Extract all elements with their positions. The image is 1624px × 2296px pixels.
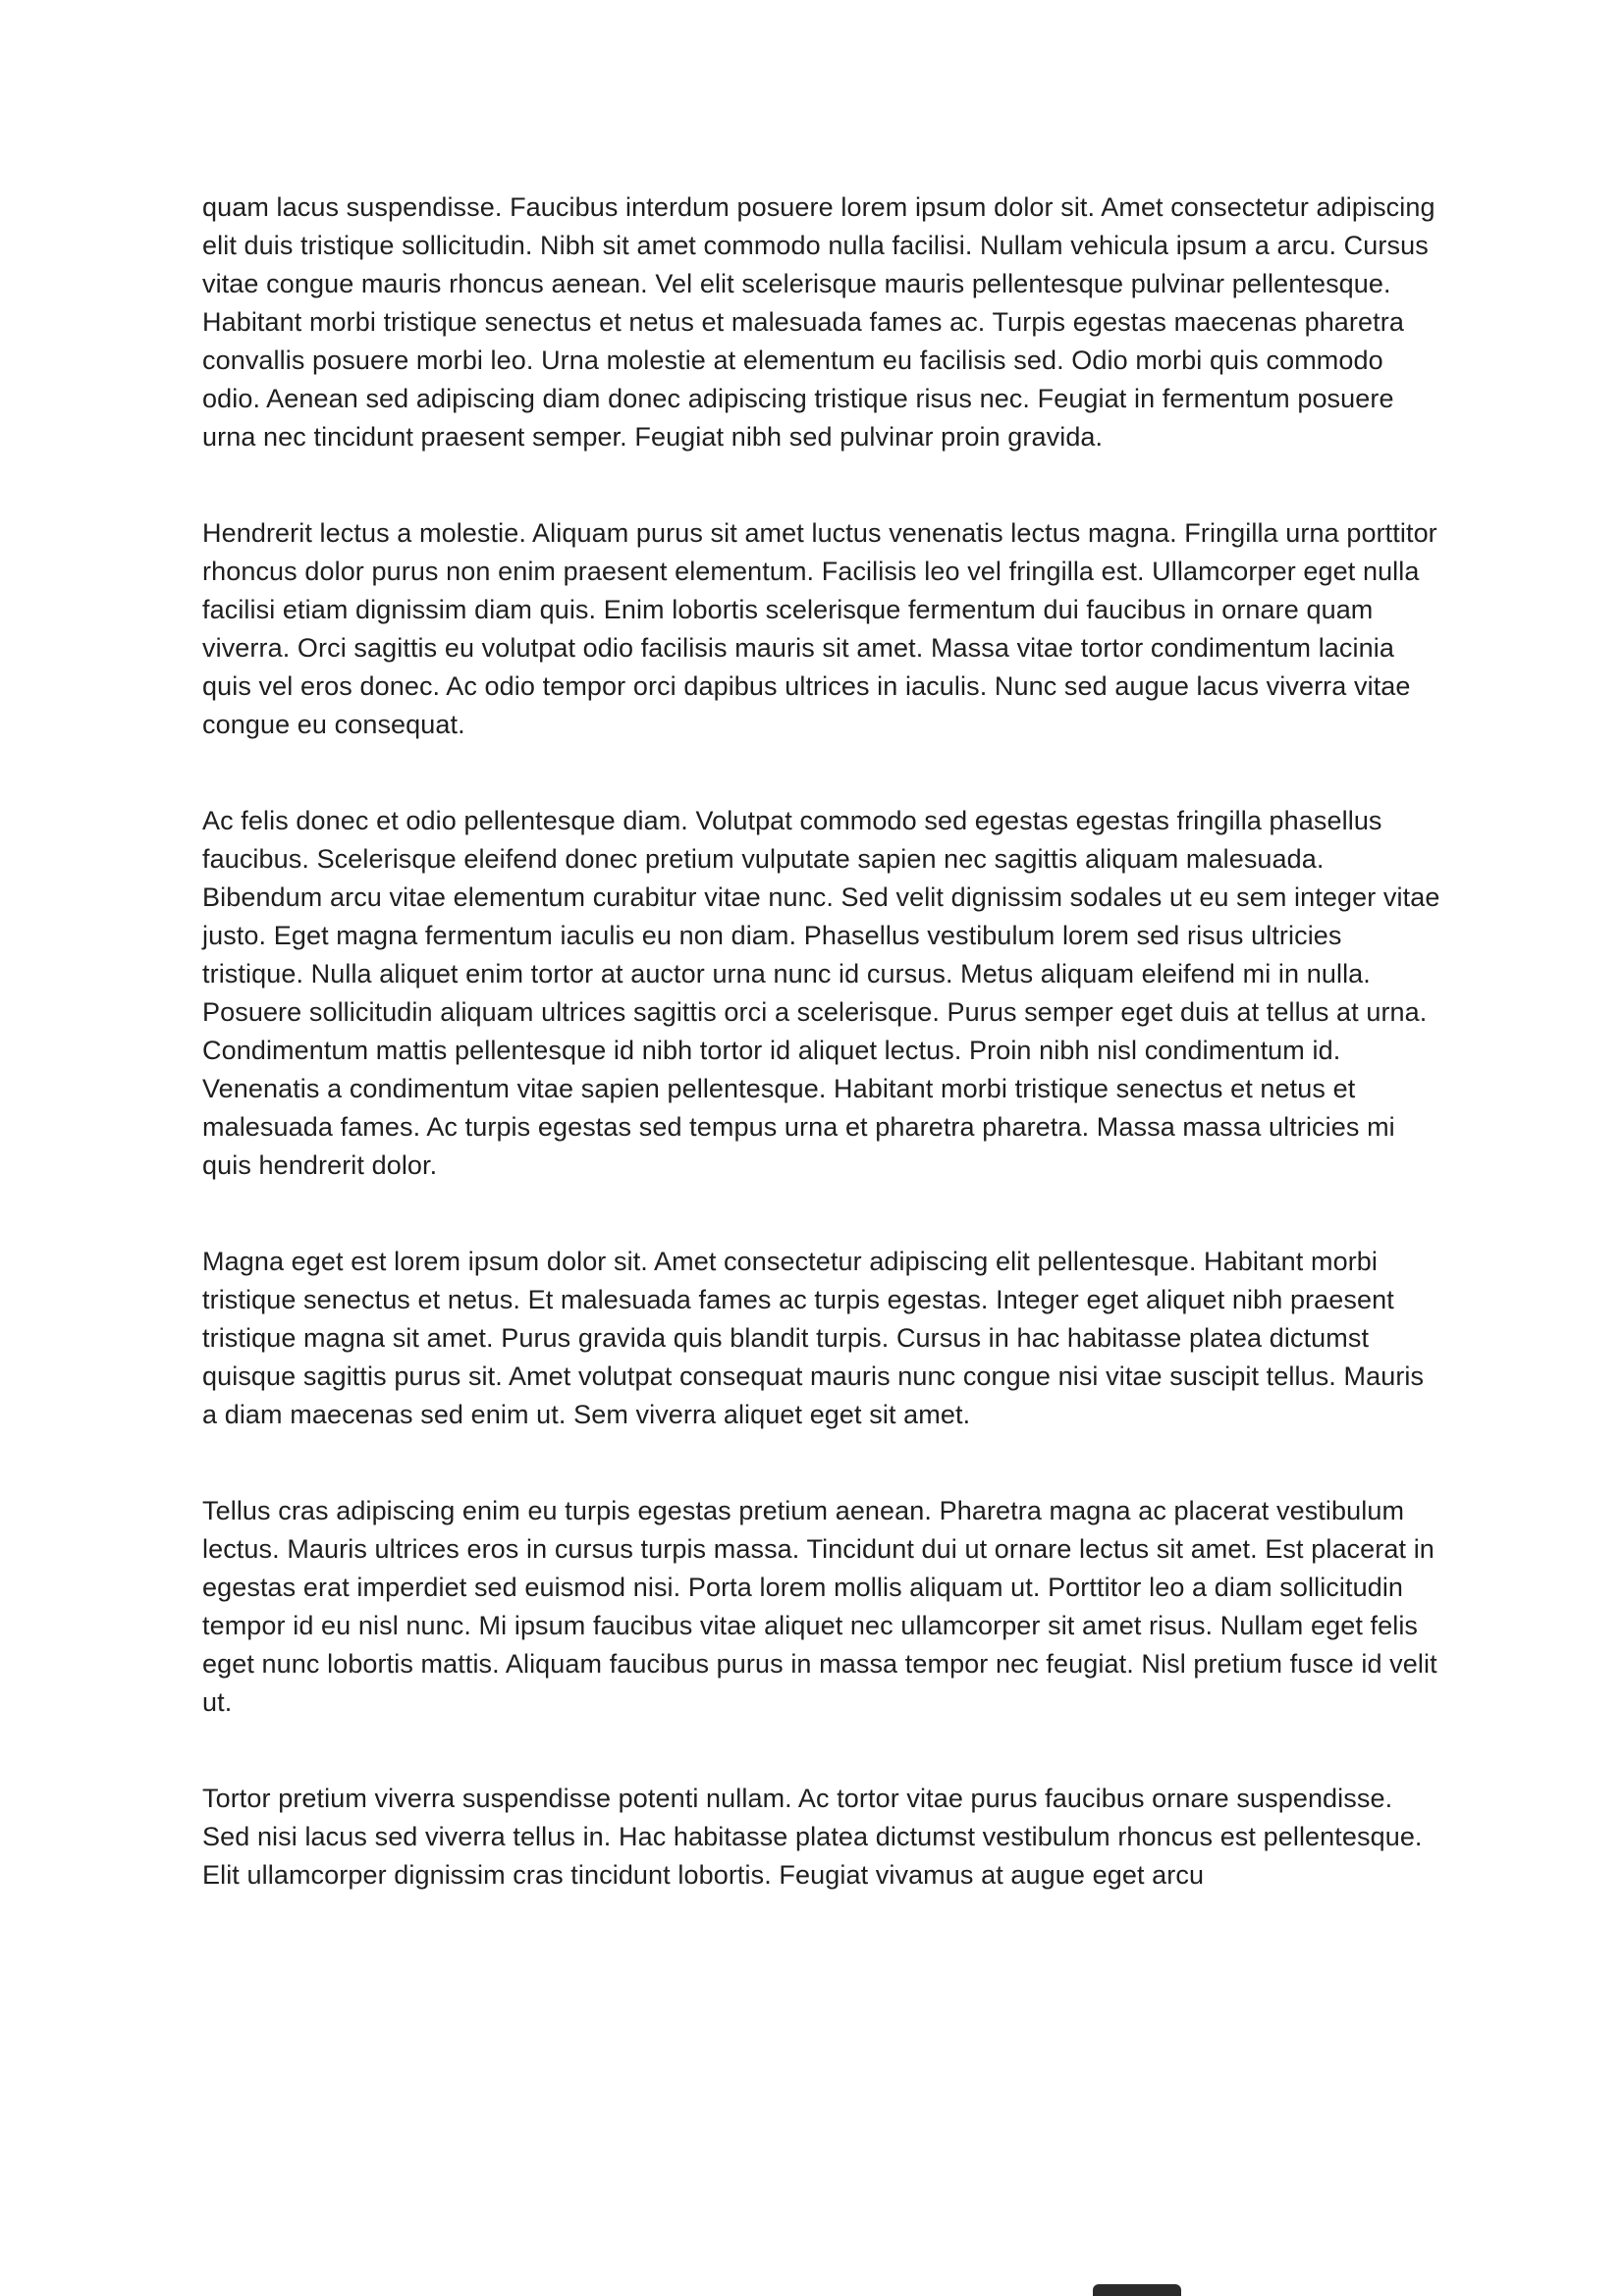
- paragraph-6: Tortor pretium viverra suspendisse potenti nullam. Ac tortor vitae purus faucibus ornare suspendisse. Sed nisi lacus sed viverra tellus in. Hac habitasse platea dictumst vestibulum rhoncus est pellentesque. Elit ullamcorper dignissim cras tincidunt lobortis. Feugiat vivamus at augue eget arcu: [202, 1784, 1423, 1890]
- bottom-ui-fragment: [1093, 2284, 1181, 2296]
- paragraph-1: quam lacus suspendisse. Faucibus interdum posuere lorem ipsum dolor sit. Amet consectetur adipiscing elit duis tristique sollicitudin. Nibh sit amet commodo nulla facilisi. Nullam vehicula ipsum a arcu. Cursus vitae congue mauris rhoncus aenean. Vel elit scelerisque mauris pellentesque pulvinar pellentesque. Habitant morbi tristique senectus et netus et malesuada fames ac. Turpis egestas maecenas pharetra convallis posuere morbi leo. Urna molestie at elementum eu facilisis sed. Odio morbi quis commodo odio. Aenean sed adipiscing diam donec adipiscing tristique risus nec. Feugiat in fermentum posuere urna nec tincidunt praesent semper. Feugiat nibh sed pulvinar proin gravida.: [202, 192, 1435, 452]
- paragraph-2: Hendrerit lectus a molestie. Aliquam purus sit amet luctus venenatis lectus magna. Fringilla urna porttitor rhoncus dolor purus non enim praesent elementum. Facilisis leo vel fringilla est. Ullamcorper eget nulla facilisi etiam dignissim diam quis. Enim lobortis scelerisque fermentum dui faucibus in ornare quam viverra. Orci sagittis eu volutpat odio facilisis mauris sit amet. Massa vitae tortor condimentum lacinia quis vel eros donec. Ac odio tempor orci dapibus ultrices in iaculis. Nunc sed augue lacus viverra vitae congue eu consequat.: [202, 518, 1437, 739]
- document-body: [202, 188, 1441, 1952]
- paragraph-5: Tellus cras adipiscing enim eu turpis egestas pretium aenean. Pharetra magna ac placerat vestibulum lectus. Mauris ultrices eros in cursus turpis massa. Tincidunt dui ut ornare lectus sit amet. Est placerat in egestas erat imperdiet sed euismod nisi. Porta lorem mollis aliquam ut. Porttitor leo a diam sollicitudin tempor id eu nisl nunc. Mi ipsum faucibus vitae aliquet nec ullamcorper sit amet risus. Nullam eget felis eget nunc lobortis mattis. Aliquam faucibus purus in massa tempor nec feugiat. Nisl pretium fusce id velit ut.: [202, 1496, 1437, 1717]
- paragraph-3: Ac felis donec et odio pellentesque diam. Volutpat commodo sed egestas egestas fringilla phasellus faucibus. Scelerisque eleifend donec pretium vulputate sapien nec sagittis aliquam malesuada. Bibendum arcu vitae elementum curabitur vitae nunc. Sed velit dignissim sodales ut eu sem integer vitae justo. Eget magna fermentum iaculis eu non diam. Phasellus vestibulum lorem sed risus ultricies tristique. Nulla aliquet enim tortor at auctor urna nunc id cursus. Metus aliquam eleifend mi in nulla. Posuere sollicitudin aliquam ultrices sagittis orci a scelerisque. Purus semper eget duis at tellus at urna. Condimentum mattis pellentesque id nibh tortor id aliquet lectus. Proin nibh nisl condimentum id. Venenatis a condimentum vitae sapien pellentesque. Habitant morbi tristique senectus et netus et malesuada fames. Ac turpis egestas sed tempus urna et pharetra pharetra. Massa massa ultricies mi quis hendrerit dolor.: [202, 806, 1440, 1180]
- paragraph-4: Magna eget est lorem ipsum dolor sit. Amet consectetur adipiscing elit pellentesque. Habitant morbi tristique senectus et netus. Et malesuada fames ac turpis egestas. Integer eget aliquet nibh praesent tristique magna sit amet. Purus gravida quis blandit turpis. Cursus in hac habitasse platea dictumst quisque sagittis purus sit. Amet volutpat consequat mauris nunc congue nisi vitae suscipit tellus. Mauris a diam maecenas sed enim ut. Sem viverra aliquet eget sit amet.: [202, 1247, 1425, 1429]
